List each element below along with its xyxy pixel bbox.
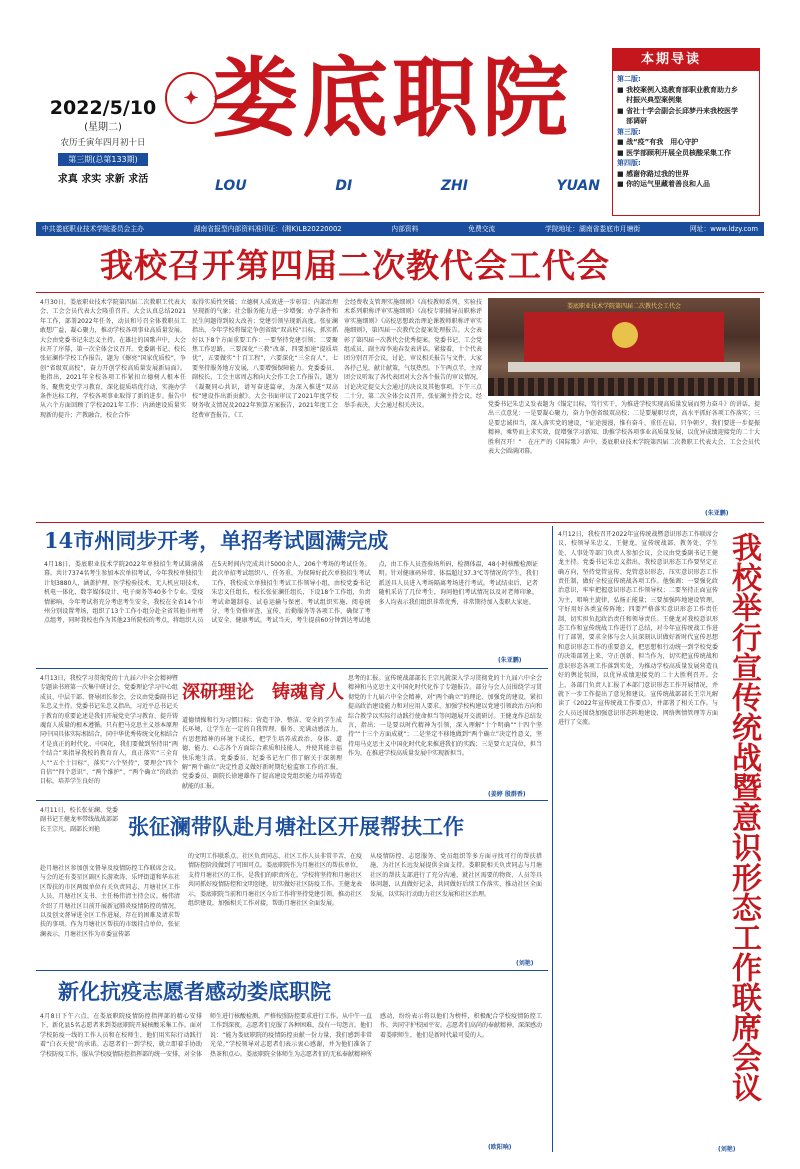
guide-section-3 — [617, 127, 755, 159]
article4-col2: 的文明工作联系点、社区负责同志、社区工作人员非常辛苦，在疫情防控阶段做到了可圈可点。娄底职院作为月塘社区的帮扶单位，支持月塘社区的工作，是我们的职责所在。学校将坚持和月塘社区共同抓好疫情防控和文明创建，切实做好社区防疫工作。王健龙表示，娄底职院当前和月塘社区今后工作将坚持党建引领，推动社区组织建设，加强相关工作对接，帮助月塘社区全面发展。 — [188, 853, 362, 908]
guide-title: 本期导读 — [613, 49, 759, 71]
article1-col3: 会经费收支管理实施细则》《高校教师系列、实验技术系列职称评审实施细则》《高校专职辅导员职称评审实施细则》《高校思想政治理论课教师职称评审实施细则》，第四届一次教代会提案处理报告。大会表彰了第四届一次教代会优秀提案。党委书记、工会党组成员、副主席李迪春发表讲话。紧接着，十个代表团分别召开会议，讨论、审议相关报告与文件，大家各抒己见，献计献策，气氛热烈。下午两点半，主席团会议听取了各代表团对大会各个报告的审议情况，讨论决定提交大会通过的决议及其他事项。下午三点二十分，第二次全体会议召开，张征澜主持会议，经举手表决，大会通过相关决议。 — [344, 299, 482, 410]
article4-intro: 4月11日，校长张征澜、党委副书记王健龙率带线战战部部长王宗凡、副部长刘艳 — [40, 807, 118, 833]
article4-title: 张征澜带队赴月塘社区开展帮扶工作 — [128, 814, 464, 839]
article3-col3: 思考的汇报。宣传统战部部长王宗凡就深入学习贯彻党的十九届六中全会精神和马克思主义中国化时代化作了专题报告。部分与会人员围绕学习贯彻党的十九届六中全会精神，对“两个确立”的理论、加强党的建设，紧扣提高政治建设能力和对应用人要求、加强学校构建以党建引领政治方向和综合教学以实际行动践行使命担当等问题展开交流研讨。王健龙作总结发言，指出：一是要以时代精神为引领，深入理解“十个明确”“十四个坚持”“十三个方面成就”；二是坚定不移地做到“两个确立”决定性意义，坚持用马克思主义中国化时代化来推进我们的实践；三是要立足岗位，担当作为，在推进学校高质量发展中实现新担当。 — [348, 675, 542, 758]
guide-line: 部调研 — [626, 117, 647, 125]
article3-author: (姜婷 殷群香) — [488, 791, 526, 798]
guide-line: ■ 感谢你路过我的世界 — [617, 169, 690, 178]
divider — [36, 970, 548, 971]
issue-date: 2022/5/10 — [49, 97, 157, 119]
pinyin-lou: LOU — [215, 178, 247, 194]
pinyin-di: DI — [335, 178, 353, 194]
article4-author: (刘艳) — [516, 960, 534, 967]
guide-line: 村振兴典型案例集 — [626, 96, 682, 104]
guide-list — [613, 71, 759, 193]
article1-col2: 取得实质性突破；立德树人成效进一步彰显；内部治理呈现新的气象；社会服务能力进一步增强；办学条件和民生问题得到较大改善；党建引领呈现新高度。张征澜指出，今年学校将锚定争创省级“双高校”目标，抓实抓好以下8个方面重要工作：一要坚持党建引领；二要聚焦工作思路，三要深化“三教”改革，四要加速“提质培优”，五要做实“十百工程”，六要深化“三全育人”，七要坚持服务地方发展，八要增强保障能力。党委委员、副校长、工会主席周志和向大会作工会工作报告，题为《凝聚同心共识，谱写奋进篇章，为深入推进“双高校”建设作出新贡献》。大会书面审议了2021年度学校财务收支情况及2022年预算方案报告，2021年度工会经费审查报告，《工 — [192, 299, 338, 419]
photo-caption: 党委书记朱忠义发表题为《锚定目标，笃行实干，为推进学校实现高质量发展而努力奋斗》的讲话，提出三点意见：一是要凝心聚力，奋力争创省级双高校；二是要履职尽责，高水平抓好各项工作落实；三是要忠诚担当，深入落实党的建设，“征途漫漫，惟有奋斗，重任在肩，只争朝夕，我们要进一步提振精神，乘势而上求实效，促增强学习新知、助推学校各项事业高质量发展，以优异成绩迎接党的二十大胜利召开！” 在庄严的《国际歌》声中，娄底职业技术学院第四届二次教职工代表大会、工会会员代表大会圆满闭幕。 — [488, 401, 760, 456]
newspaper-title: 娄底职院 — [212, 48, 572, 149]
article5-body: 4月8日下午六点，在娄底职院疫情防控指挥部的精心安排下，新化县5名志愿者来到娄底职院开展核酸采集工作。面对学校防疫一线的工作人员和在校师生，他们用实际行动践行着“白衣天使”的承诺。志愿者们一到学校，就立即着手协助学校防疫工作，服从学校疫情防控指挥部的统一安排，对全体师生进行核酸检测，严格按照防控要求进行工作。从中午一直工作到深夜，志愿者们克服了各种困难，没有一句怨言。他们说：“能为娄底职院的疫情防控贡献一份力量，我们感到非常光荣。”学校领导对志愿者们表示衷心感谢，并为他们准备了热茶和点心。娄底职院全体师生为志愿者们的无私奉献精神所感动，纷纷表示将以他们为榜样，积极配合学校疫情防控工作，共同守护校园平安。志愿者们高尚的奉献精神，深深感动着娄职师生，他们是新时代最可爱的人。 — [40, 1013, 542, 1058]
divider — [36, 522, 764, 523]
pinyin-zhi: ZHI — [440, 178, 468, 194]
lunar-date: 农历壬寅年四月初十日 — [60, 138, 146, 148]
article1-author: (朱亚鹏) — [705, 510, 729, 517]
guide-section-4 — [617, 158, 755, 190]
article4-col1: 赴月塘社区参加创文督导及疫情防控工作联席会议。与会的还有娄星区副区长游欢涛、乐坪街道和华东社区帮扶的市区两级单位有关负责同志、月塘社区工作人员，月塘社区支书、主任杨伟清主持会议。杨伟清介绍了月塘社区目前开展新冠肺炎疫情防控的情况，以及创文督导进全区工作进展，存在的困难及请求帮扶的事项。作为月塘社区帮扶的市级挂点单位，张征澜表示，月塘社区作为市委宣传部 — [40, 865, 180, 938]
stage-table — [508, 362, 740, 372]
party-emblem — [612, 322, 638, 348]
masthead — [0, 0, 800, 222]
audience — [488, 378, 760, 396]
article3-col2: 道德情操和行为习惯目标；营造干净、整洁、安全的学生成长环境，让学生在一定的自我管理、服务、充满动感活力，有思想精神的环境下成长，把学生培养成政治、身体、道德、能力、心志各个方面综合素质和技能人，并使其能幸福快乐地生活。党委委员、纪委书记左广伟了解关于深刻理解“两个确立”决定性意义做好新时期纪检监察工作的汇报，党委委员、副院长徐建雄作了提高建设党组织能力培养铸造献能的汇报。 — [182, 717, 342, 790]
guide-line: ■ 你的运气里藏着善良和人品 — [617, 180, 711, 188]
article1-photo — [488, 298, 760, 396]
vertical-separator — [552, 526, 553, 1152]
article2-author: (朱亚鹏) — [498, 657, 522, 664]
guide-line: ■ 我校案例入选教育部职业教育助力乡 — [617, 85, 739, 94]
info-strip — [36, 222, 764, 236]
guide-section-head: 第三版: — [617, 127, 641, 136]
website: 网址：www.ldzy.com — [689, 225, 758, 233]
weekday: (星期二) — [84, 122, 122, 133]
guide-section-head: 第四版: — [617, 159, 641, 167]
title-pinyin — [215, 178, 600, 194]
article3-title: 深研理论 铸魂育人 — [182, 682, 344, 703]
issue-guide — [612, 48, 760, 216]
article3-col1: 4月13日，我校学习贯彻党的十九届六中全会精神暨专题读书班第一次集中研讨会，党委理论学习中心组成员、中层干部、督导团长参会，会议由党委副书记朱忠义主持。党委书记朱忠义指出，习近平总书记关于教育的重要论述是我们开展党史学习教育、提升铸魂育人质量的根本遵循。只有把马克思主义基本原理同中国具体实际相结合，同中华优秀传统文化相结合才是真正的时代化、中国化，我们要做到坚持用“两个结合”来指导我校的教育育人，真正落实“三全育人”“五个十目标”，落实“六个坚持”，要理会“四个自信”“四个意识”、“两个维护”、“两个确立”的政治目标，培养学生良好的 — [40, 675, 178, 786]
article1-col1: 4月30日，娄底职业技术学院第四届二次教职工代表大会、工会会员代表大会隆重召开。大会认真总结2021年工作，部署2022年任务，动员和号召全体教职员工敢想广益，凝心聚力，推动学校各项事业高质量发展。大会由党委书记朱忠义主持。在雄壮的国歌声中，大会拉开了序幕，第一次全体会议召开。党委副书记、校长张征澜作学校工作报告，题为《擦亮“国家优质校”，争创“省级双高校”，奋力开创学校高质量发展新局面》。他指出，2021年全校各项工作紧扣立德树人根本任务，聚焦党史学习教育，深化提质培优行动，实施办学条件达标工程，学校各项事业取得了新的进步。报告中从六个方面回顾了学校2021年工作；内涵建设质量实现新的提升；产教融合，校企合作 — [40, 299, 186, 419]
pinyin-yuan: YUAN — [556, 178, 600, 194]
guide-section-head: 第二版: — [617, 75, 641, 83]
guide-line: ■ 医学部顾利开展全员核酸采集工作 — [617, 148, 732, 157]
date-box — [48, 96, 158, 214]
permit: 湖南省报型内部资料准印证：(湘K)LB20220002 — [193, 225, 342, 233]
guide-line: ■ 省社十学会副会长邱梦丹来我校医学 — [617, 106, 739, 115]
article2-body: 4月18日，娄底职业技术学院2022年单独招生考试圆满落幕。共计7374名考生参加本次单招考试，今年我校单独招生计划3880人，涵盖护理、医学检验技术、无人机应用技术、机电一体化、数字媒体设计、电子商务等40多个专业。受疫情影响，今年考试将充分考虑考生安全，我校在全省14个市州分别设置考场，组织了13个工作小组分赴全省其他市州考点组考，同时我校也作为其他23所院校的考点，将组织人员在5天时间内完成共计5000余人、206个考场的考试任务。此次单招考试组织八、任务重，为保障好此次单独招生考试工作，我校成立单独招生考试工作领导小组，由校党委书记朱忠义任组长，校长张征澜任组长，下设18个工作组，负责考试命题制卷、试卷运输与保密、考试组织实施、阅卷统分、考生资格审查、宣传、后勤服务等各项工作，确保了考试安全、健康考试。考试当天，考生提前60分钟到达考试地点，由工作人员查验场所码，检测体温，48小时核酸检测证明。针对健康码异常、体温超过37.3℃等情况的学生，我们派送具人员进入考场隔离考场进行考试。考试结束后，记者随机采访了几位考生，询问他们考试情况以及对老师印象，多人均表示我们组织非常优秀，非常期待加入娄职大家庭。 — [44, 561, 538, 625]
article5-title: 新化抗疫志愿者感动娄底职院 — [58, 979, 331, 1004]
article1-title: 我校召开第四届二次教代会工代会 — [100, 246, 610, 285]
divider — [36, 292, 764, 293]
article5-author: (欧阳响) — [488, 1144, 512, 1151]
divider — [36, 800, 548, 801]
sponsor: 中共娄底职业技术学院委员会主办 — [42, 225, 144, 233]
guide-section-2 — [617, 74, 755, 127]
school-emblem: ✦ — [165, 72, 217, 124]
address: 学院地址：湖南省娄底市月塘街 — [545, 225, 641, 233]
internal-note: 内部资料 — [391, 225, 419, 233]
article6-body: 4月12日，我校召开2022年宣传统战暨意识形态工作联席会议，校领导朱忠义、王健龙，宣传统战部、教务处、学生处、人事处等部门负责人参加会议，会议由党委副书记王健龙主持。党委书记朱忠义指出，我校意识形态工作要坚定正确方向，坚持党管宣传、党管意识形态，压实意识形态工作责任制，做好全校宣传统战各项工作。他强调：一要强化政治意识，牢牢把握意识形态工作领导权；二要坚持正面宣传为主，唱响主旋律，弘扬正能量；三要加强阵地建设管理，守好用好各类宣传阵地；四要严格落实意识形态工作责任制，切实担负起政治责任和领导责任。王健龙对我校意识形态工作和宣传统战工作进行了总结，对今年宣传统战工作进行了部署，要求全体与会人员深刻认识做好新时代宣传思想和意识形态工作的重要意义，把思想和行动统一到学校党委的决策部署上来，守正创新、担当作为，切实把宣传统战和意识形态各项工作落到实处，为推动学校高质量发展营造良好的舆论氛围，以优异成绩迎接党的二十大胜利召开。会上，各部门负责人汇报了本部门意识形态工作开展情况，并就下一步工作提出了意见和建议。宣传统战部部长王宗凡解读了《2022年宣传统战工作要点》，并部署了相关工作。与会人员还围绕加强意识形态阵地建设、网络舆情管理等方面进行了交流。 — [558, 531, 718, 727]
article2-title: 14市州同步开考，单招考试圆满完成 — [44, 528, 389, 553]
guide-line: ■ 战“疫”有我 用心守护 — [617, 138, 699, 146]
issue-number: 第三期(总第133期) — [58, 153, 148, 166]
article6-author: (刘艳) — [718, 1146, 736, 1153]
motto: 求真 求实 求新 求活 — [57, 174, 149, 185]
free-note: 免费交流 — [468, 225, 496, 233]
photo-banner: 娄底职业技术学院第四届二次教代会工代会 — [566, 303, 681, 310]
article4-col3: 从疫情防控、志愿服务、党员组织等多方面寻找可行的帮扶措施，为社区长远发展提供全面支持。娄职院相关负责同志与月塘社区的帮扶支部进行了充分沟通，就社区需要的物资、人员等具体问题，认真做好记录，共同做好后续工作落实，推动社区全面发展，以实际行动助力社区发展和社区治理。 — [370, 853, 542, 898]
article6-title: 我校举行宣传统战暨意识形态工作联席会议 — [726, 532, 761, 1102]
divider — [36, 668, 548, 669]
